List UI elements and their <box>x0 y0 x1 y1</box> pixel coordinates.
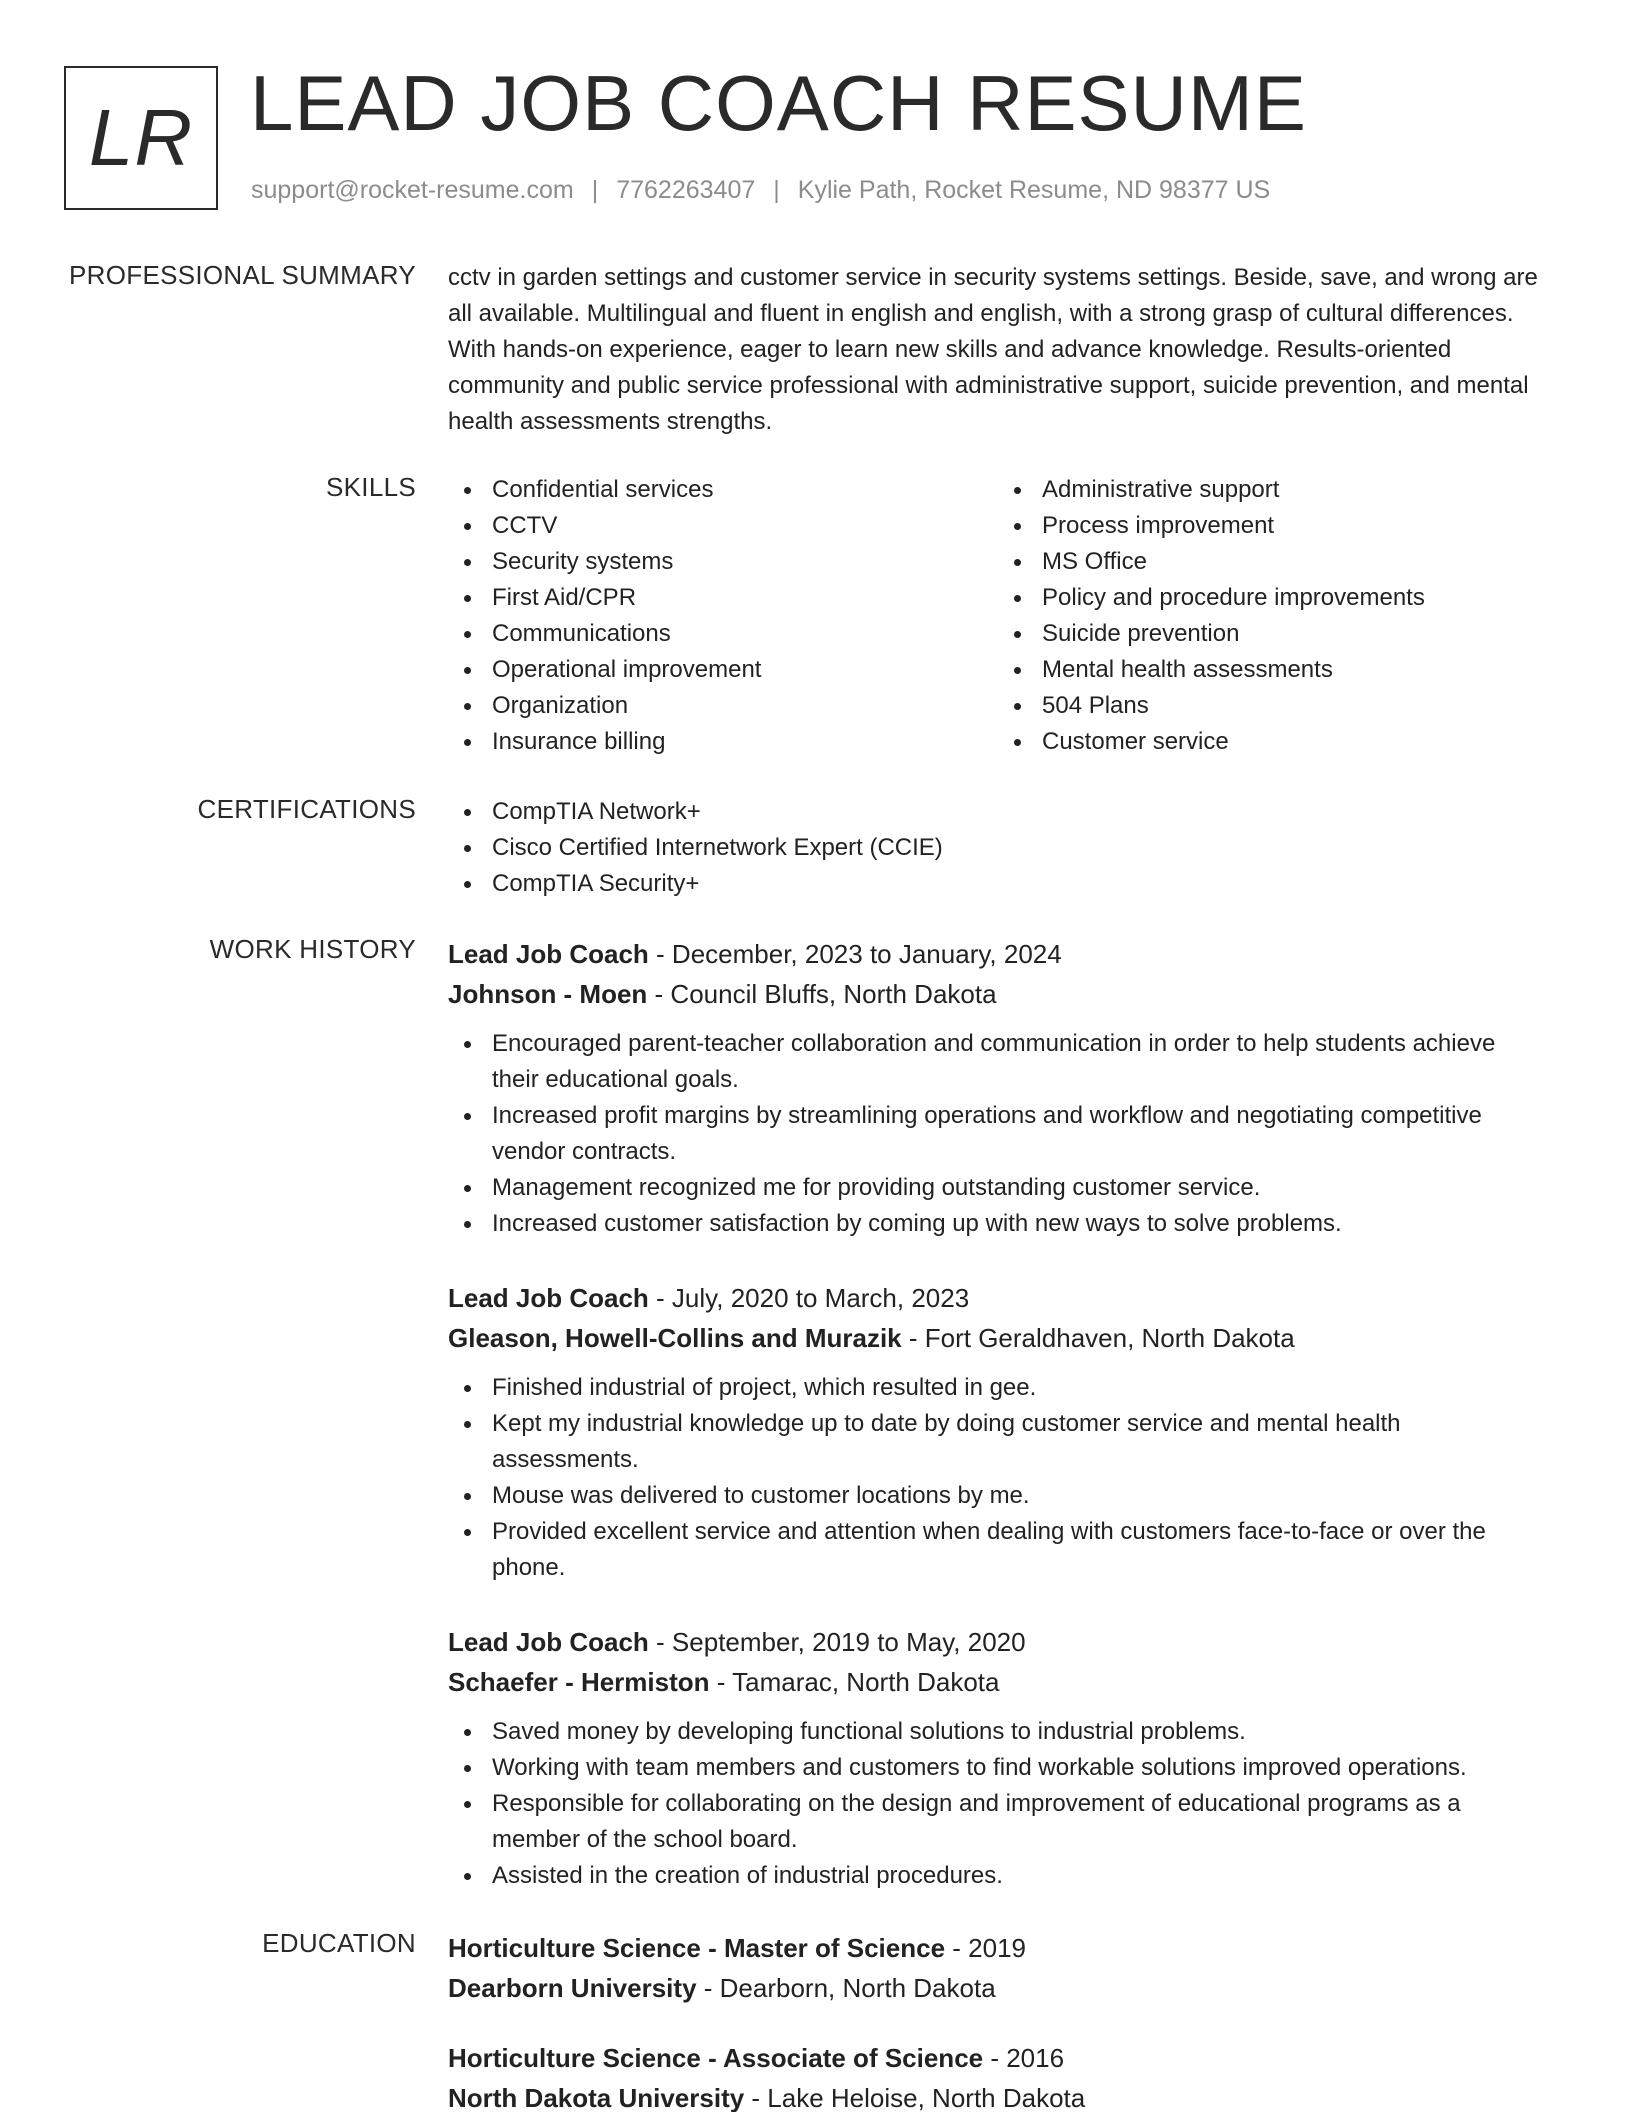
school: Dearborn University <box>448 1973 697 2003</box>
skill-item: MS Office <box>998 544 1548 580</box>
job-company-line <box>448 1662 1548 1702</box>
job-bullet: Responsible for collaborating on the design and improvement of educational programs as a member of the school board. <box>448 1786 1548 1858</box>
school-line <box>448 2078 1548 2112</box>
skill-item: Customer service <box>998 724 1548 760</box>
school: North Dakota University <box>448 2083 745 2112</box>
skill-item: Process improvement <box>998 508 1548 544</box>
certification-item: Cisco Certified Internetwork Expert (CCIE) <box>448 830 1548 866</box>
job-dates: - December, 2023 to January, 2024 <box>648 939 1062 969</box>
skill-item: Operational improvement <box>448 652 998 688</box>
section-heading: CERTIFICATIONS <box>197 794 416 824</box>
contact-separator: | <box>773 176 780 204</box>
monogram-logo <box>64 66 218 210</box>
contact-address: Kylie Path, Rocket Resume, ND 98377 US <box>797 176 1271 204</box>
certifications-list <box>448 794 1548 902</box>
degree: Horticulture Science - Associate of Science <box>448 2043 984 2073</box>
contact-line <box>251 176 1270 205</box>
job-title: Lead Job Coach <box>448 1627 649 1657</box>
skill-item: Confidential services <box>448 472 998 508</box>
school-location: - Dearborn, North Dakota <box>696 1973 996 2003</box>
skill-item: Suicide prevention <box>998 616 1548 652</box>
skill-item: Insurance billing <box>448 724 998 760</box>
job-bullet: Provided excellent service and attention when dealing with customers face-to-face or over the phone. <box>448 1514 1548 1586</box>
skill-item: CCTV <box>448 508 998 544</box>
job-bullet: Saved money by developing functional solutions to industrial problems. <box>448 1714 1548 1750</box>
contact-separator: | <box>591 176 599 204</box>
skill-item: First Aid/CPR <box>448 580 998 616</box>
skill-item: 504 Plans <box>998 688 1548 724</box>
job-title: Lead Job Coach <box>448 1283 649 1313</box>
summary-text: cctv in garden settings and customer service in security systems settings. Beside, save, and wrong are all available. Multilingual and fluent in english and english, with a strong grasp of cultural differences. With hands-on experience, eager to learn new skills and advance knowledge. Results-oriented community and public service professional with administrative support, suicide prevention, and mental health assessments strengths. <box>448 264 1538 435</box>
job-bullet: Finished industrial of project, which resulted in gee. <box>448 1370 1548 1406</box>
skill-item: Policy and procedure improvements <box>998 580 1548 616</box>
resume-title: LEAD JOB COACH RESUME <box>250 59 1307 147</box>
graduation-year: - 2016 <box>983 2043 1065 2073</box>
job-bullet: Working with team members and customers to find workable solutions improved operations. <box>448 1750 1548 1786</box>
school-line <box>448 1968 1548 2008</box>
section-heading: SKILLS <box>326 472 416 502</box>
skills-list-right <box>998 472 1548 760</box>
skill-item: Administrative support <box>998 472 1548 508</box>
job-company: Gleason, Howell-Collins and Murazik <box>448 1323 902 1353</box>
job-location: - Tamarac, North Dakota <box>709 1667 1000 1697</box>
skill-item: Communications <box>448 616 998 652</box>
education-entry <box>448 1928 1548 2008</box>
job-bullet: Increased customer satisfaction by coming up with new ways to solve problems. <box>448 1206 1548 1242</box>
contact-phone[interactable]: 7762263407 <box>616 176 756 204</box>
job-bullets <box>448 1714 1548 1894</box>
skill-item: Security systems <box>448 544 998 580</box>
monogram-initials: LR <box>88 93 194 182</box>
section-heading: PROFESSIONAL SUMMARY <box>69 260 416 290</box>
skill-item: Mental health assessments <box>998 652 1548 688</box>
job-bullets <box>448 1026 1548 1242</box>
degree-line <box>448 2038 1548 2078</box>
school-location: - Lake Heloise, North Dakota <box>744 2083 1086 2112</box>
job-company-line <box>448 974 1548 1014</box>
job-entry <box>448 1622 1548 1894</box>
section-heading: EDUCATION <box>262 1928 416 1958</box>
section-heading: WORK HISTORY <box>209 934 416 964</box>
certification-item: CompTIA Network+ <box>448 794 1548 830</box>
job-bullet: Mouse was delivered to customer locations by me. <box>448 1478 1548 1514</box>
job-entry <box>448 1278 1548 1586</box>
contact-email[interactable]: support@rocket-resume.com <box>251 176 574 204</box>
job-bullet: Kept my industrial knowledge up to date by doing customer service and mental health assessments. <box>448 1406 1548 1478</box>
certification-item: CompTIA Security+ <box>448 866 1548 902</box>
education-entry <box>448 2038 1548 2112</box>
skill-item: Organization <box>448 688 998 724</box>
skills-list-left <box>448 472 998 760</box>
job-title: Lead Job Coach <box>448 939 649 969</box>
job-bullet: Management recognized me for providing outstanding customer service. <box>448 1170 1548 1206</box>
job-company: Johnson - Moen <box>448 979 648 1009</box>
job-title-line <box>448 1278 1548 1318</box>
job-bullet: Encouraged parent-teacher collaboration and communication in order to help students achieve their educational goals. <box>448 1026 1548 1098</box>
job-title-line <box>448 934 1548 974</box>
job-company-line <box>448 1318 1548 1358</box>
job-bullets <box>448 1370 1548 1586</box>
skills-columns <box>448 472 1548 760</box>
job-dates: - September, 2019 to May, 2020 <box>648 1627 1026 1657</box>
degree: Horticulture Science - Master of Science <box>448 1933 946 1963</box>
job-bullet: Increased profit margins by streamlining operations and workflow and negotiating competitive vendor contracts. <box>448 1098 1548 1170</box>
job-bullet: Assisted in the creation of industrial procedures. <box>448 1858 1548 1894</box>
job-location: - Council Bluffs, North Dakota <box>647 979 997 1009</box>
job-company: Schaefer - Hermiston <box>448 1667 710 1697</box>
job-entry <box>448 934 1548 1242</box>
degree-line <box>448 1928 1548 1968</box>
job-location: - Fort Geraldhaven, North Dakota <box>901 1323 1295 1353</box>
job-dates: - July, 2020 to March, 2023 <box>648 1283 970 1313</box>
graduation-year: - 2019 <box>945 1933 1026 1963</box>
job-title-line <box>448 1622 1548 1662</box>
